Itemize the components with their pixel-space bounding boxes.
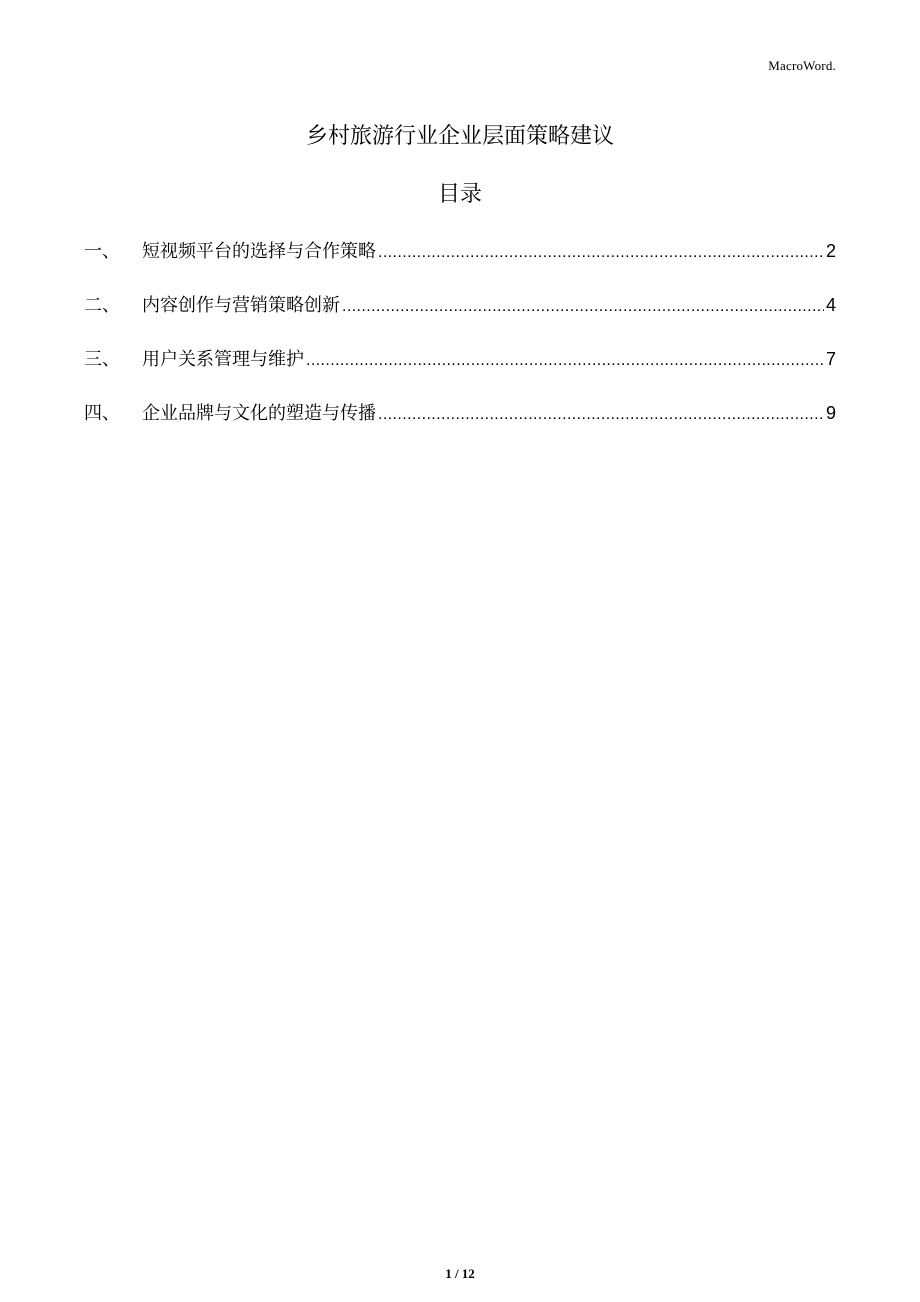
header-brand: MacroWord. [768,58,836,73]
toc-entry-page[interactable]: 9 [825,403,836,423]
page-indicator: 1 / 12 [445,1266,475,1281]
toc-entry-number: 二、 [84,295,120,316]
toc-entry-1[interactable] [84,236,836,290]
toc-entry-page[interactable]: 4 [825,295,836,315]
toc-dot-leader [378,237,824,268]
toc-entry-page[interactable]: 7 [825,349,836,369]
toc-entry-text[interactable]: 内容创作与营销策略创新 [142,295,340,316]
toc-entry-number: 一、 [84,241,120,262]
toc-entry-text[interactable]: 企业品牌与文化的塑造与传播 [142,403,376,424]
toc-entry-3[interactable] [84,344,836,398]
toc-dot-leader [342,291,824,322]
toc-entry-number: 四、 [84,403,120,424]
toc-entry-4[interactable] [84,398,836,452]
table-of-contents [84,236,836,452]
toc-entry-text[interactable]: 短视频平台的选择与合作策略 [142,241,376,262]
toc-entry-number: 三、 [84,349,120,370]
toc-entry-2[interactable] [84,290,836,344]
toc-heading: 目录 [437,182,482,207]
toc-dot-leader [378,399,824,430]
toc-entry-text[interactable]: 用户关系管理与维护 [142,349,304,370]
toc-dot-leader [306,345,824,376]
document-title: 乡村旅游行业企业层面策略建议 [305,124,614,149]
toc-entry-page[interactable]: 2 [825,241,836,261]
